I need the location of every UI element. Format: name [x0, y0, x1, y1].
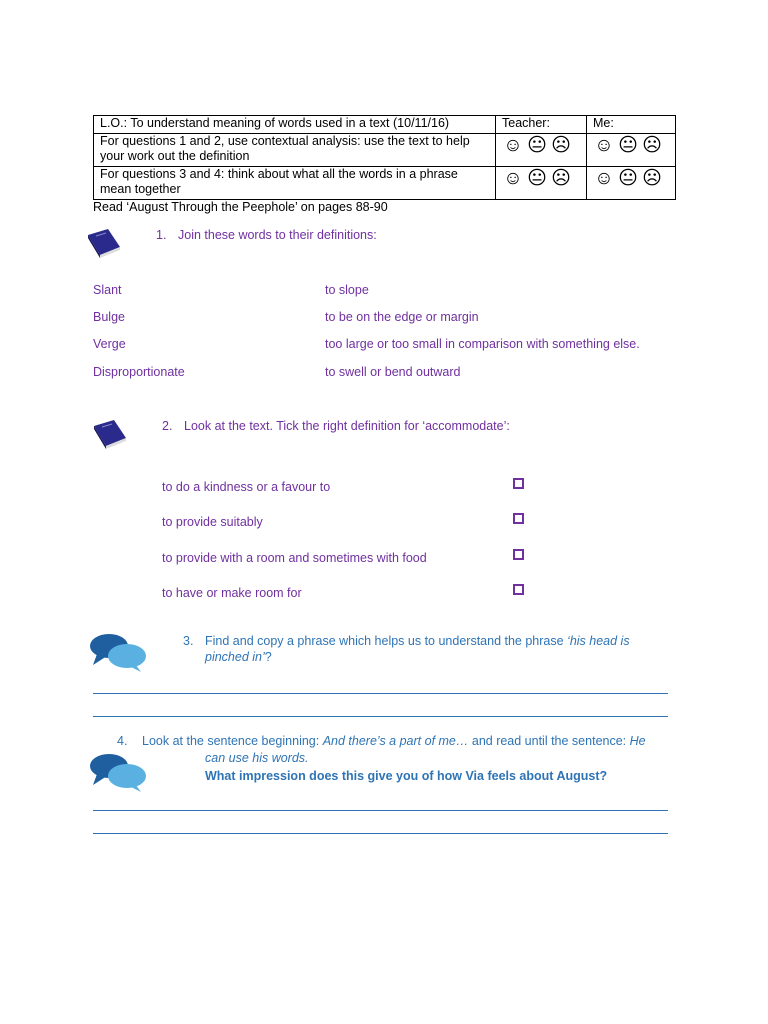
book-icon	[86, 227, 122, 259]
neutral-face-icon[interactable]: 😐	[618, 135, 638, 156]
book-icon	[92, 418, 128, 450]
word-item: Bulge	[93, 310, 125, 324]
definition-item: to slope	[325, 283, 369, 297]
option-label: to provide suitably	[162, 515, 263, 529]
q4-prompt-line2: can use his words.	[205, 751, 309, 765]
neutral-face-icon[interactable]: 😐	[527, 135, 547, 156]
neutral-face-icon[interactable]: 😐	[527, 168, 547, 189]
happy-face-icon[interactable]: ☺	[594, 168, 614, 189]
q1-prompt: Join these words to their definitions:	[178, 228, 377, 242]
me-faces-1	[587, 134, 676, 167]
happy-face-icon[interactable]: ☺	[594, 135, 614, 156]
word-item: Slant	[93, 283, 122, 297]
q1-number: 1.	[156, 228, 167, 242]
answer-line[interactable]	[93, 693, 668, 694]
me-faces-2	[587, 167, 676, 200]
teacher-label: Teacher:	[496, 116, 587, 134]
criteria-row-1: For questions 1 and 2, use contextual analysis: use the text to help your work out the definition	[94, 134, 496, 167]
option-label: to do a kindness or a favour to	[162, 480, 331, 494]
q2-number: 2.	[162, 419, 173, 433]
tick-checkbox[interactable]	[513, 549, 524, 560]
q4-number: 4.	[117, 734, 128, 748]
option-label: to have or make room for	[162, 586, 302, 600]
objective-cell: L.O.: To understand meaning of words used in a text (10/11/16)	[94, 116, 496, 134]
teacher-faces-1	[496, 134, 587, 167]
word-item: Disproportionate	[93, 365, 185, 379]
happy-face-icon[interactable]: ☺	[503, 168, 523, 189]
q2-prompt: Look at the text. Tick the right definition for ‘accommodate’:	[184, 419, 510, 433]
sad-face-icon[interactable]: ☹	[551, 135, 571, 156]
speech-bubbles-icon	[89, 632, 147, 672]
learning-objective-table	[93, 115, 676, 200]
tick-checkbox[interactable]	[513, 513, 524, 524]
definition-item: to swell or bend outward	[325, 365, 461, 379]
tick-checkbox[interactable]	[513, 478, 524, 489]
me-label: Me:	[587, 116, 676, 134]
teacher-faces-2	[496, 167, 587, 200]
happy-face-icon[interactable]: ☺	[503, 135, 523, 156]
speech-bubbles-icon	[89, 752, 147, 792]
answer-line[interactable]	[93, 810, 668, 811]
neutral-face-icon[interactable]: 😐	[618, 168, 638, 189]
answer-line[interactable]	[93, 833, 668, 834]
q3-prompt: Find and copy a phrase which helps us to understand the phrase ‘his head is pinched in’?	[205, 634, 630, 664]
answer-line[interactable]	[93, 716, 668, 717]
tick-checkbox[interactable]	[513, 584, 524, 595]
sad-face-icon[interactable]: ☹	[551, 168, 571, 189]
reading-instruction: Read ‘August Through the Peephole’ on pages 88-90	[93, 200, 388, 214]
option-label: to provide with a room and sometimes with food	[162, 551, 427, 565]
word-item: Verge	[93, 337, 126, 351]
q4-prompt-line1: Look at the sentence beginning: And there’s a part of me… and read until the sentence: He	[142, 734, 646, 748]
definition-item: to be on the edge or margin	[325, 310, 479, 324]
definition-item: too large or too small in comparison with something else.	[325, 337, 640, 351]
sad-face-icon[interactable]: ☹	[642, 168, 662, 189]
sad-face-icon[interactable]: ☹	[642, 135, 662, 156]
q4-bold-question: What impression does this give you of how Via feels about August?	[205, 769, 608, 783]
criteria-row-2: For questions 3 and 4: think about what all the words in a phrase mean together	[94, 167, 496, 200]
q3-number: 3.	[183, 634, 194, 648]
